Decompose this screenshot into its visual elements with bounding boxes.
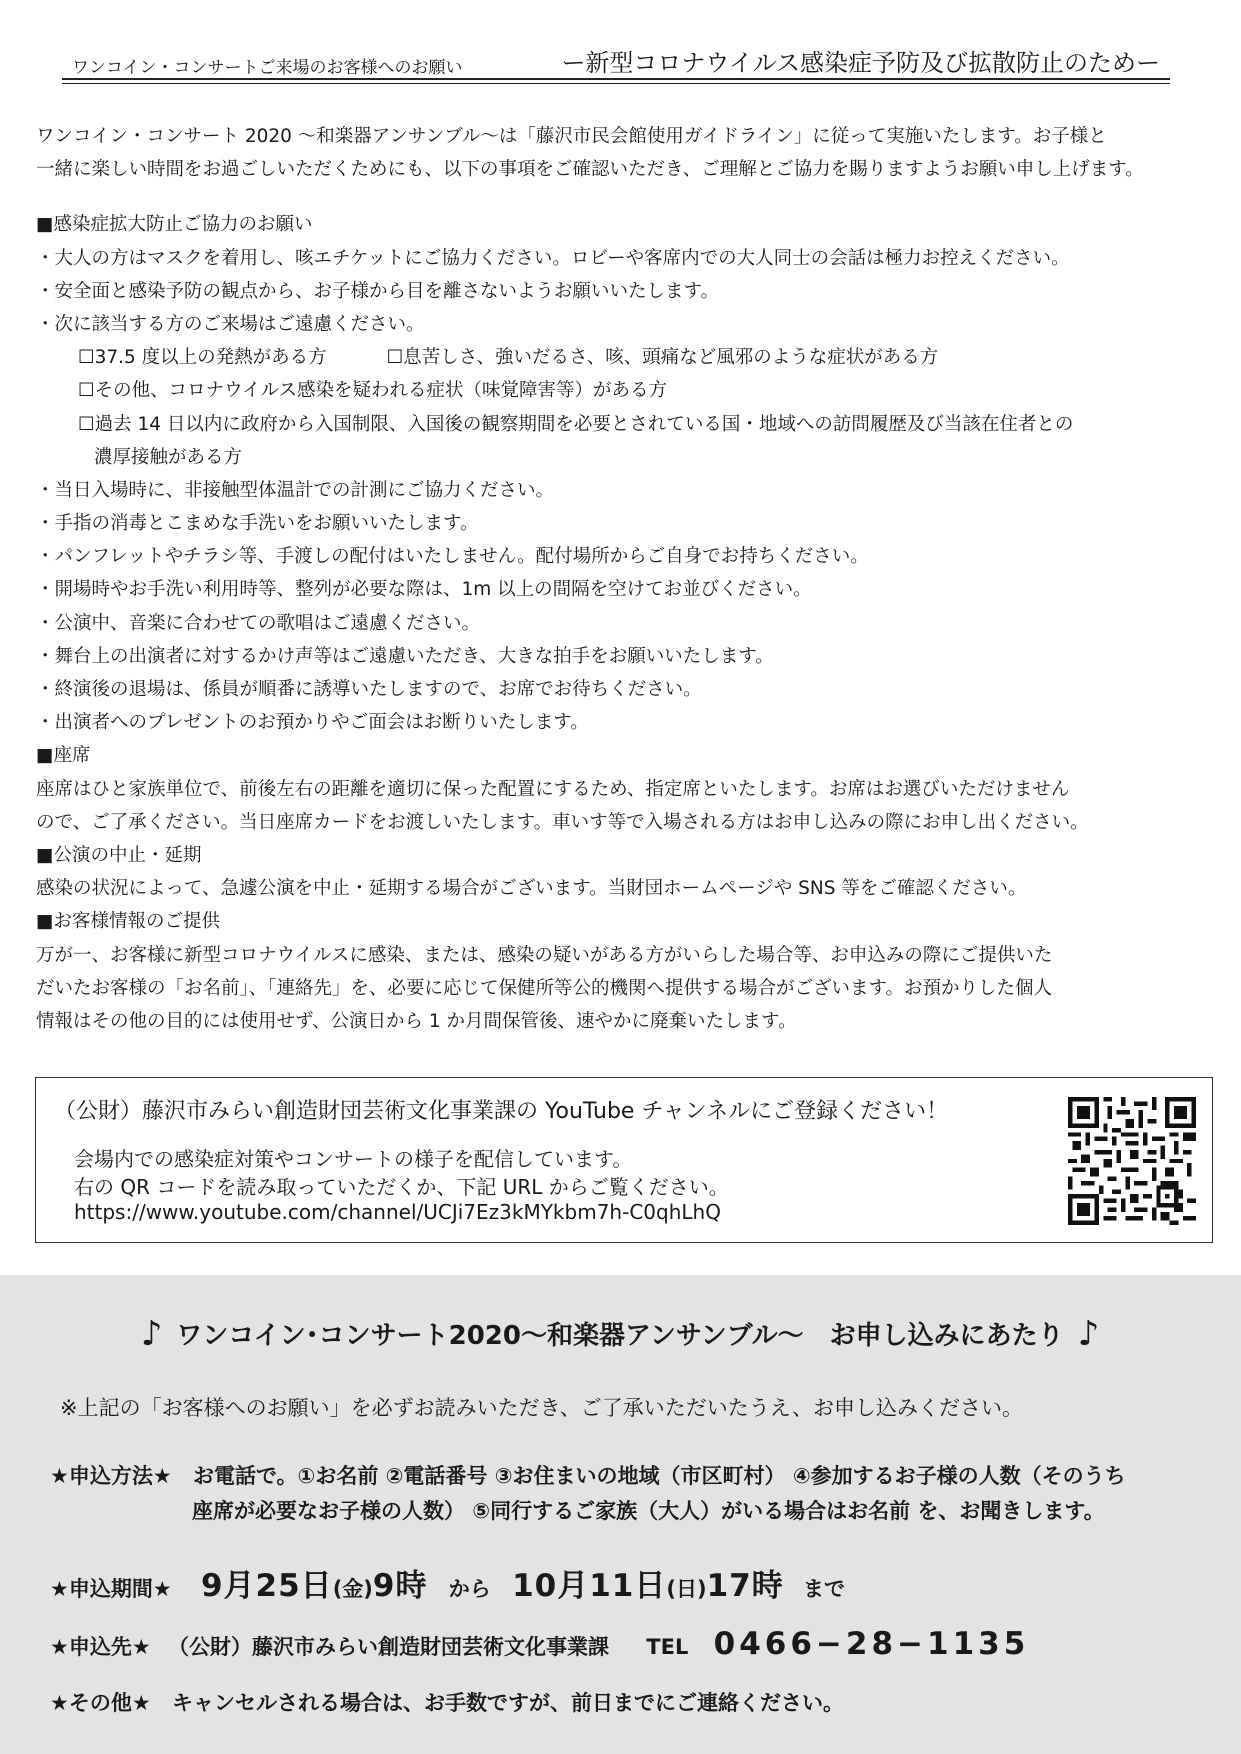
- application-other-text: キャンセルされる場合は、お手数ですが、前日までにご連絡ください。: [171, 1691, 844, 1715]
- application-period-label: ★申込期間★: [50, 1577, 172, 1601]
- checklist-row: [36, 341, 1216, 374]
- youtube-box-line: 右の QR コードを読み取っていただくか、下記 URL からご覧ください。: [74, 1175, 729, 1199]
- list-item: ・公演中、音楽に合わせての歌唱はご遠慮ください。: [36, 612, 481, 634]
- application-method-text: 座席が必要なお子様の人数） ⑤同行するご家族（大人）がいる場合はお名前 を、お聞きします。: [192, 1499, 1105, 1523]
- checklist-item: ☐37.5 度以上の発熱がある方: [78, 347, 327, 369]
- list-item: ・安全面と感染予防の観点から、お子様から目を離さないようお願いいたします。: [36, 280, 720, 302]
- intro-line: 一緒に楽しい時間をお過ごしいただくためにも、以下の事項をご確認いただき、ご理解とご協力を賜りますようお願い申し上げます。: [36, 159, 1144, 181]
- youtube-box-title: （公財）藤沢市みらい創造財団芸術文化事業課の YouTube チャンネルにご登録ください！: [54, 1099, 949, 1124]
- youtube-box-line: 会場内での感染症対策やコンサートの様子を配信しています。: [74, 1147, 633, 1171]
- application-section: [0, 1275, 1241, 1754]
- header-rule-thick: [62, 78, 1170, 80]
- list-item: ・当日入場時に、非接触型体温計での計測にご協力ください。: [36, 479, 555, 501]
- destination-organization: （公財）藤沢市みらい創造財団芸術文化事業課: [167, 1635, 609, 1659]
- period-start-time: 9時: [372, 1568, 428, 1604]
- section-heading-cancel: ■公演の中止・延期: [36, 844, 202, 866]
- paragraph-line: ので、ご了承ください。当日座席カードをお渡しいたします。車いす等で入場される方はお申し込みの際にお申し出ください。: [36, 811, 1089, 833]
- youtube-channel-url[interactable]: https://www.youtube.com/channel/UCJi7Ez3kMYkbm7h-C0qhLhQ: [74, 1200, 721, 1224]
- application-method-row-continued: [192, 1495, 1105, 1525]
- application-method-row: [50, 1460, 1126, 1490]
- header-right-title: ー新型コロナウイルス感染症予防及び拡散防止のためー: [561, 49, 1160, 77]
- qr-code-icon[interactable]: [1068, 1097, 1196, 1225]
- paragraph-line: 情報はその他の目的には使用せず、公演日から 1 か月間保管後、速やかに廃棄いたします。: [36, 1010, 797, 1032]
- list-item: ・次に該当する方のご来場はご遠慮ください。: [36, 313, 425, 335]
- application-destination-label: ★申込先★: [50, 1635, 151, 1659]
- intro-line: ワンコイン・コンサート 2020 〜和楽器アンサンブル〜は「藤沢市民会館使用ガイドライン」に従って実施いたします。お子様と: [36, 126, 1107, 147]
- paragraph-line: 感染の状況によって、急遽公演を中止・延期する場合がございます。当財団ホームページや SNS 等をご確認ください。: [36, 878, 1027, 900]
- application-period-row: [50, 1560, 845, 1605]
- list-item: ・出演者へのプレゼントのお預かりやご面会はお断りいたします。: [36, 712, 589, 734]
- period-end-time: 17時: [706, 1568, 784, 1604]
- document-header: [62, 40, 1170, 78]
- checklist-item: ☐その他、コロナウイルス感染を疑われる症状（味覚障害等）がある方: [78, 380, 667, 402]
- paragraph-line: だいたお客様の「お名前」、「連絡先」を、必要に応じて保健所等公的機関へ提供する場合がございます。お預かりした個人: [36, 977, 1053, 999]
- period-start-date: 9月25日: [200, 1568, 333, 1604]
- application-notice: ※上記の「お客様へのお願い」を必ずお読みいただき、ご了承いただいたうえ、お申し込みください。: [60, 1396, 1024, 1420]
- application-method-text: お電話で。①お名前 ②電話番号 ③お住まいの地域（市区町村） ④参加するお子様の人数（そのうち: [192, 1464, 1126, 1488]
- period-from: から: [448, 1577, 491, 1601]
- application-other-label: ★その他★: [50, 1691, 151, 1715]
- section-heading-seating: ■座席: [36, 745, 91, 767]
- list-item: ・開場時やお手洗い利用時等、整列が必要な際は、1m 以上の間隔を空けてお並びください。: [36, 579, 812, 601]
- period-end-dow: (日): [666, 1577, 707, 1601]
- list-item: ・終演後の退場は、係員が順番に誘導いたしますので、お席でお待ちください。: [36, 679, 702, 700]
- checklist-item: ☐息苦しさ、強いだるさ、咳、頭痛など風邪のような症状がある方: [386, 347, 939, 369]
- list-item: ・舞台上の出演者に対するかけ声等はご遠慮いただき、大きな拍手をお願いいたします。: [36, 645, 774, 667]
- list-item: ・パンフレットやチラシ等、手渡しの配付はいたしません。配付場所からご自身でお持ちください。: [36, 546, 869, 568]
- application-title-text: ワンコイン･コンサート2020〜和楽器アンサンブル〜 お申し込みにあたり: [176, 1321, 1064, 1351]
- period-start-dow: (金): [332, 1577, 373, 1601]
- destination-tel-label: TEL: [646, 1635, 689, 1659]
- header-rule-thin: [62, 83, 1170, 84]
- application-other-row: [50, 1687, 844, 1717]
- application-method-label: ★申込方法★: [50, 1464, 172, 1488]
- list-item: ・大人の方はマスクを着用し、咳エチケットにご協力ください。ロビーや客席内での大人同士の会話は極力お控えください。: [36, 247, 1070, 269]
- paragraph-line: 万が一、お客様に新型コロナウイルスに感染、または、感染の疑いがある方がいらした場合等、お申込みの際にご提供いた: [36, 944, 1053, 966]
- destination-tel-number[interactable]: 0466−28−1135: [713, 1626, 1030, 1662]
- checklist-item: ☐過去 14 日以内に政府から入国制限、入国後の観察期間を必要とされている国・地域への訪問履歴及び当該在住者との: [78, 413, 1074, 435]
- request-body: [36, 120, 1216, 1038]
- checklist-item-continued: 濃厚接触がある方: [94, 446, 243, 468]
- youtube-info-box: [35, 1077, 1213, 1243]
- paragraph-line: 座席はひと家族単位で、前後左右の距離を適切に保った配置にするため、指定席といたします。お席はお選びいただけません: [36, 778, 1070, 800]
- section-heading-infection: ■感染症拡大防止ご協力のお願い: [36, 214, 313, 236]
- list-item: ・手指の消毒とこまめな手洗いをお願いいたします。: [36, 513, 479, 535]
- application-destination-row: [50, 1626, 1029, 1662]
- section-heading-privacy: ■お客様情報のご提供: [36, 911, 220, 933]
- header-left-title: ワンコイン・コンサートご来場のお客様へのお願い: [72, 58, 463, 78]
- application-title: [50, 1315, 1190, 1352]
- music-note-icon: ♪: [140, 1313, 163, 1354]
- period-end-date: 10月11日: [512, 1568, 667, 1604]
- music-note-icon: ♪: [1077, 1313, 1100, 1354]
- period-until: まで: [803, 1577, 846, 1601]
